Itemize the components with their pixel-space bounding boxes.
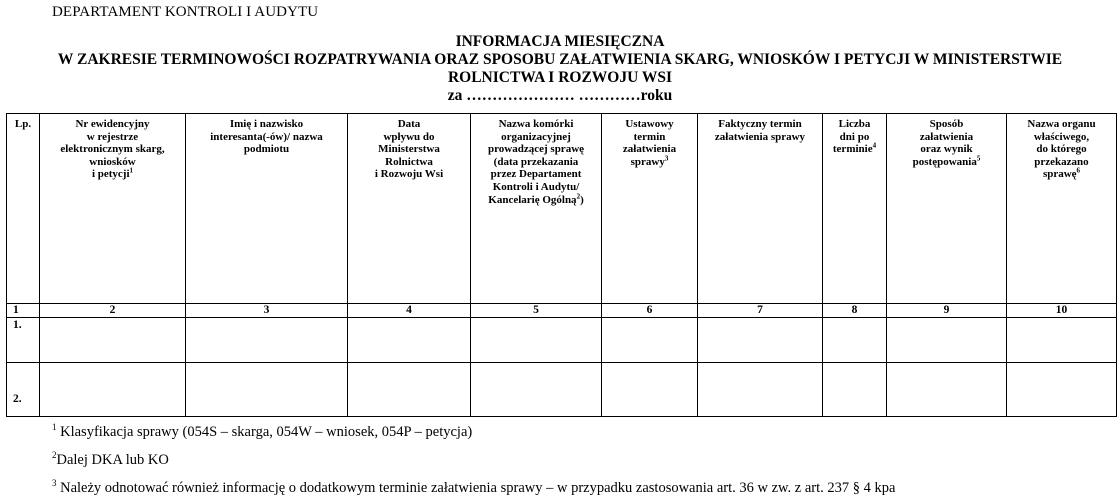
entry-cell[interactable] [602, 363, 698, 417]
column-number: 3 [186, 304, 348, 318]
header-line: organizacyjnej [501, 130, 571, 143]
document-title [0, 33, 1120, 105]
header-line: Faktyczny termin [718, 118, 802, 130]
header-line: sprawy [630, 155, 665, 168]
entry-cell[interactable] [602, 318, 698, 363]
footnote-marker: 4 [872, 141, 877, 150]
header-line: Ministerstwa [378, 143, 440, 156]
footnote-text: Dalej DKA lub KO [56, 452, 169, 468]
header-line: przekazano [1034, 155, 1089, 168]
footnote-text: Klasyfikacja sprawy (054S – skarga, 054W – wniosek, 054P – petycja) [60, 424, 473, 440]
title-period-line: za ………………… …………roku [447, 87, 673, 104]
header-line: Ustawowy [625, 118, 674, 130]
column-number: 7 [698, 304, 823, 318]
entry-cell[interactable] [1007, 363, 1117, 417]
header-line: Kontroli i Audytu/ [492, 180, 580, 193]
report-table [6, 113, 1117, 417]
column-number: 8 [823, 304, 887, 318]
col-header-statutory-deadline [602, 114, 698, 304]
col-header-registry-number [40, 114, 186, 304]
title-line-2: W ZAKRESIE TERMINOWOŚCI ROZPATRYWANIA ORAZ SPOSOBU ZAŁATWIENIA SKARG, WNIOSKÓW I PETYCJI W MINISTERSTWIE [57, 51, 1063, 68]
entry-cell[interactable] [887, 363, 1007, 417]
entry-cell[interactable] [186, 363, 348, 417]
row-number: 2. [13, 392, 22, 405]
title-line-3: ROLNICTWA I ROZWOJU WSI [447, 69, 673, 86]
entry-cell[interactable] [698, 363, 823, 417]
row-number: 1. [13, 319, 22, 331]
column-number: 10 [1007, 304, 1117, 318]
entry-cell[interactable] [40, 363, 186, 417]
header-line: załatwienia [622, 143, 677, 156]
column-number-row [7, 304, 1117, 318]
title-line-1: INFORMACJA MIESIĘCZNA [455, 33, 665, 50]
entry-cell[interactable] [823, 318, 887, 363]
header-line: podmiotu [243, 143, 290, 156]
header-line: Kancelarię Ogólną [488, 193, 577, 206]
row-number-cell [7, 363, 40, 417]
footnote-text: Należy odnotować również informację o dodatkowym terminie załatwienia sprawy – w przypadku zastosowania art. 36 w zw. z art. 237 § 4 kpa [60, 480, 896, 496]
header-line: wniosków [89, 155, 136, 168]
column-number: 9 [887, 304, 1007, 318]
header-line: (data przekazania [493, 155, 579, 168]
header-line: i petycji [91, 168, 130, 181]
col-header-applicant-name [186, 114, 348, 304]
header-line: w rejestrze [86, 130, 139, 143]
footnote-marker: 6 [1076, 166, 1081, 175]
col-header-handling-unit [471, 114, 602, 304]
header-line: Nazwa komórki [498, 118, 574, 130]
entry-cell[interactable] [471, 318, 602, 363]
footnote-marker: 1 [52, 422, 57, 433]
entry-cell[interactable] [348, 363, 471, 417]
entry-cell[interactable] [1007, 318, 1117, 363]
header-line: przez Departament [490, 168, 582, 181]
header-line-tail: ) [580, 193, 584, 206]
header-line: wpływu do [383, 130, 435, 143]
entry-cell[interactable] [40, 318, 186, 363]
entry-cell[interactable] [348, 318, 471, 363]
header-line: Rolnictwa [385, 155, 433, 168]
row-number-cell [7, 318, 40, 363]
header-line: Sposób [929, 118, 964, 130]
footnote-marker: 3 [664, 154, 669, 163]
col-header-competent-authority [1007, 114, 1117, 304]
entry-cell[interactable] [471, 363, 602, 417]
header-line: terminie [832, 143, 873, 156]
entry-cell[interactable] [887, 318, 1007, 363]
header-line: do którego [1036, 143, 1087, 156]
header-line: termin [633, 130, 666, 143]
header-line: Nazwa organu [1027, 118, 1096, 130]
footnote-2 [52, 452, 169, 469]
footnote-marker: 2 [576, 191, 581, 200]
header-line: elektronicznym skarg, [60, 143, 165, 156]
header-line: oraz wynik [920, 143, 973, 156]
column-number: 4 [348, 304, 471, 318]
footnote-marker: 2 [52, 450, 57, 461]
header-line: interesanta(-ów)/ nazwa [210, 130, 323, 143]
header-row [7, 114, 1117, 304]
header-line: Data [397, 118, 421, 130]
column-number: 6 [602, 304, 698, 318]
header-line: sprawę [1042, 168, 1077, 181]
header-line: załatwienia sprawy [714, 130, 806, 143]
column-number: 1 [7, 304, 40, 318]
header-line: Liczba [838, 118, 871, 130]
header-line: Imię i nazwisko [229, 118, 304, 130]
header-line: postępowania [912, 155, 977, 168]
header-line: właściwego, [1033, 130, 1090, 143]
entry-cell[interactable] [186, 318, 348, 363]
footnote-3 [52, 480, 895, 497]
entry-cell[interactable] [823, 363, 887, 417]
footnote-marker: 1 [129, 166, 134, 175]
footnote-1 [52, 424, 472, 441]
header-line: Nr ewidencyjny [75, 118, 150, 130]
table-row [7, 318, 1117, 363]
table-row [7, 363, 1117, 417]
col-header-actual-date [698, 114, 823, 304]
column-number: 2 [40, 304, 186, 318]
header-line: i Rozwoju Wsi [374, 168, 444, 181]
col-header-lp: Lp. [7, 114, 40, 304]
column-number: 5 [471, 304, 602, 318]
col-header-resolution [887, 114, 1007, 304]
header-line: dni po [839, 130, 870, 143]
footnote-marker: 3 [52, 478, 57, 489]
department-name: DEPARTAMENT KONTROLI I AUDYTU [52, 4, 319, 20]
col-header-receipt-date [348, 114, 471, 304]
header-line: załatwienia [919, 130, 974, 143]
header-line: prowadzącej sprawę [487, 143, 585, 156]
entry-cell[interactable] [698, 318, 823, 363]
footnote-marker: 5 [976, 154, 981, 163]
col-header-days-overdue [823, 114, 887, 304]
